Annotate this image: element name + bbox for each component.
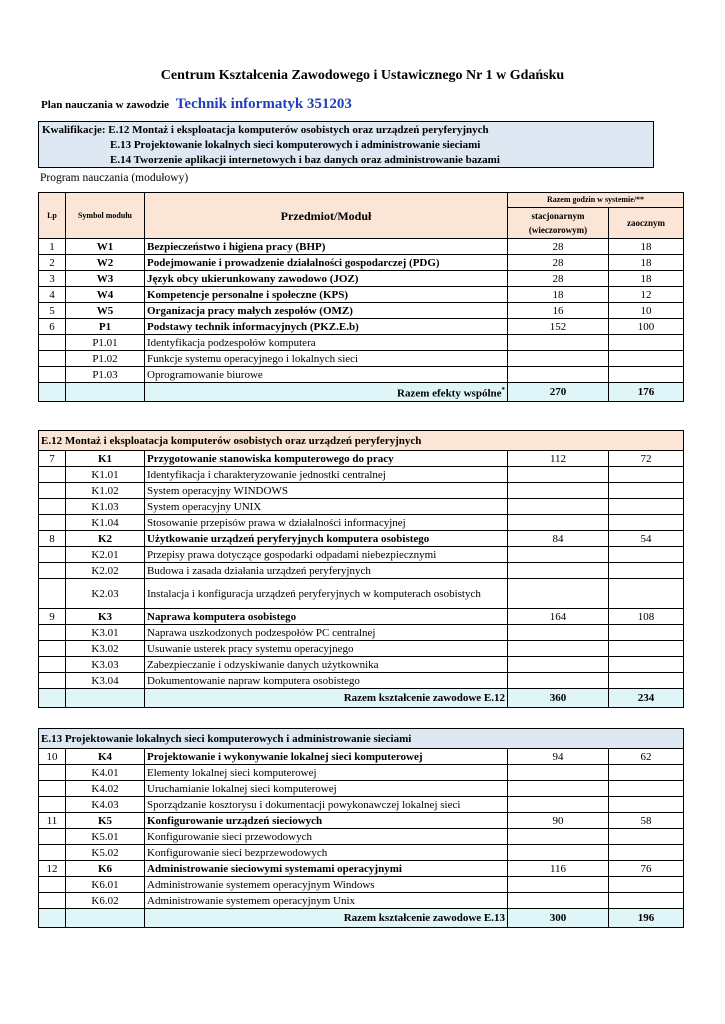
- row-symbol: K6: [66, 861, 145, 877]
- row-subject: Identyfikacja i charakteryzowanie jednostki centralnej: [145, 467, 508, 483]
- total-hours-extramural: 176: [609, 383, 684, 402]
- row-hours-stationary: [508, 515, 609, 531]
- row-lp: 5: [39, 303, 66, 319]
- table-row: [39, 749, 684, 765]
- row-lp: 4: [39, 287, 66, 303]
- row-subject: Stosowanie przepisów prawa w działalności informacyjnej: [145, 515, 508, 531]
- plan-heading: [41, 96, 352, 113]
- row-hours-extramural: 18: [609, 271, 684, 287]
- row-hours-extramural: 18: [609, 255, 684, 271]
- table-row: [39, 861, 684, 877]
- total-label-text: Razem kształcenie zawodowe E.13: [343, 912, 505, 924]
- row-hours-extramural: [609, 673, 684, 689]
- e12-section-title: E.12 Montaż i eksploatacja komputerów osobistych oraz urządzeń peryferyjnych: [39, 431, 684, 451]
- total-hours-stationary: 300: [508, 909, 609, 928]
- table-row: [39, 483, 684, 499]
- table-row: [39, 797, 684, 813]
- table-row: [39, 547, 684, 563]
- row-subject: Oprogramowanie biurowe: [145, 367, 508, 383]
- row-subject: Administrowanie systemem operacyjnym Windows: [145, 877, 508, 893]
- row-subject: Zabezpieczanie i odzyskiwanie danych użytkownika: [145, 657, 508, 673]
- row-subject: Dokumentowanie napraw komputera osobistego: [145, 673, 508, 689]
- row-hours-extramural: [609, 893, 684, 909]
- row-subject: Instalacja i konfiguracja urządzeń peryferyjnych w komputerach osobistych: [145, 579, 508, 609]
- row-hours-stationary: [508, 765, 609, 781]
- row-subject: Uruchamianie lokalnej sieci komputerowej: [145, 781, 508, 797]
- table-row: [39, 813, 684, 829]
- row-symbol: K2.02: [66, 563, 145, 579]
- row-subject: Organizacja pracy małych zespołów (OMZ): [145, 303, 508, 319]
- table-row: [39, 303, 684, 319]
- row-symbol: K2.01: [66, 547, 145, 563]
- row-hours-stationary: [508, 829, 609, 845]
- row-hours-extramural: 100: [609, 319, 684, 335]
- table-row: [39, 563, 684, 579]
- row-lp: [39, 797, 66, 813]
- row-hours-extramural: [609, 625, 684, 641]
- row-hours-stationary: [508, 563, 609, 579]
- row-hours-stationary: [508, 467, 609, 483]
- plan-label: Plan nauczania w zawodzie: [41, 99, 170, 111]
- table-row: [39, 579, 684, 609]
- row-subject: Konfigurowanie urządzeń sieciowych: [145, 813, 508, 829]
- table-row: [39, 451, 684, 467]
- table-row: [39, 335, 684, 351]
- row-symbol: W5: [66, 303, 145, 319]
- row-symbol: K5: [66, 813, 145, 829]
- table-row: [39, 673, 684, 689]
- total-hours-extramural: 196: [609, 909, 684, 928]
- row-symbol: K3: [66, 609, 145, 625]
- row-hours-stationary: [508, 499, 609, 515]
- row-hours-extramural: [609, 483, 684, 499]
- qualification-line-3: E.14 Tworzenie aplikacji internetowych i baz danych oraz administrowanie bazami: [110, 154, 500, 166]
- row-hours-extramural: [609, 367, 684, 383]
- e12-table: [38, 430, 684, 708]
- row-subject: Funkcje systemu operacyjnego i lokalnych sieci: [145, 351, 508, 367]
- row-symbol: K3.03: [66, 657, 145, 673]
- row-hours-stationary: [508, 335, 609, 351]
- e13-table: [38, 728, 684, 928]
- row-symbol: P1.02: [66, 351, 145, 367]
- table-row: [39, 499, 684, 515]
- row-hours-extramural: [609, 641, 684, 657]
- table-row: [39, 877, 684, 893]
- table-row: [39, 515, 684, 531]
- row-hours-stationary: 28: [508, 255, 609, 271]
- header-extramural: zaocznym: [609, 208, 684, 239]
- table-row: [39, 781, 684, 797]
- row-hours-extramural: 10: [609, 303, 684, 319]
- row-symbol: K5.01: [66, 829, 145, 845]
- program-label: Program nauczania (modułowy): [40, 172, 189, 184]
- total-empty: [66, 909, 145, 928]
- row-lp: [39, 829, 66, 845]
- row-lp: [39, 367, 66, 383]
- row-lp: [39, 579, 66, 609]
- table-row: [39, 657, 684, 673]
- row-hours-extramural: 18: [609, 239, 684, 255]
- row-lp: 3: [39, 271, 66, 287]
- row-lp: [39, 499, 66, 515]
- qualifications-box: [38, 121, 654, 168]
- row-symbol: P1: [66, 319, 145, 335]
- table-row: [39, 845, 684, 861]
- total-empty: [66, 689, 145, 708]
- total-empty: [39, 383, 66, 402]
- row-hours-extramural: 76: [609, 861, 684, 877]
- row-hours-stationary: [508, 797, 609, 813]
- row-lp: 1: [39, 239, 66, 255]
- table-row: [39, 893, 684, 909]
- header-subject: Przedmiot/Moduł: [145, 193, 508, 239]
- row-hours-stationary: [508, 547, 609, 563]
- row-symbol: K5.02: [66, 845, 145, 861]
- row-symbol: P1.03: [66, 367, 145, 383]
- table-row: [39, 531, 684, 547]
- row-lp: [39, 625, 66, 641]
- row-hours-stationary: [508, 351, 609, 367]
- row-hours-stationary: [508, 877, 609, 893]
- row-symbol: W2: [66, 255, 145, 271]
- row-symbol: K4.02: [66, 781, 145, 797]
- row-lp: 10: [39, 749, 66, 765]
- row-subject: Administrowanie sieciowymi systemami operacyjnymi: [145, 861, 508, 877]
- row-hours-extramural: [609, 877, 684, 893]
- row-symbol: K3.01: [66, 625, 145, 641]
- row-hours-stationary: 18: [508, 287, 609, 303]
- row-hours-stationary: 116: [508, 861, 609, 877]
- row-lp: [39, 781, 66, 797]
- row-lp: [39, 893, 66, 909]
- row-subject: Usuwanie usterek pracy systemu operacyjnego: [145, 641, 508, 657]
- row-subject: Projektowanie i wykonywanie lokalnej sieci komputerowej: [145, 749, 508, 765]
- row-subject: System operacyjny WINDOWS: [145, 483, 508, 499]
- qualification-line-2: E.13 Projektowanie lokalnych sieci komputerowych i administrowanie sieciami: [110, 139, 481, 151]
- row-symbol: K6.02: [66, 893, 145, 909]
- row-lp: [39, 765, 66, 781]
- row-symbol: K2: [66, 531, 145, 547]
- header-hours: Razem godzin w systemie/**: [508, 193, 684, 208]
- row-hours-stationary: [508, 367, 609, 383]
- row-hours-extramural: [609, 781, 684, 797]
- row-hours-extramural: [609, 845, 684, 861]
- profession-name: Technik informatyk 351203: [175, 96, 352, 112]
- row-hours-extramural: [609, 797, 684, 813]
- row-hours-stationary: 84: [508, 531, 609, 547]
- table-row: [39, 641, 684, 657]
- total-label-text: Razem efekty wspólne: [397, 387, 502, 400]
- row-symbol: K1.04: [66, 515, 145, 531]
- row-subject: Przepisy prawa dotyczące gospodarki odpadami niebezpiecznymi: [145, 547, 508, 563]
- row-hours-extramural: 12: [609, 287, 684, 303]
- row-lp: [39, 547, 66, 563]
- table-row: [39, 239, 684, 255]
- row-lp: [39, 845, 66, 861]
- row-hours-stationary: 164: [508, 609, 609, 625]
- row-subject: Identyfikacja podzespołów komputera: [145, 335, 508, 351]
- total-row: [39, 909, 684, 928]
- row-symbol: W4: [66, 287, 145, 303]
- row-hours-stationary: 152: [508, 319, 609, 335]
- row-symbol: K6.01: [66, 877, 145, 893]
- row-symbol: K4.03: [66, 797, 145, 813]
- total-label: [145, 909, 508, 928]
- row-symbol: K1.02: [66, 483, 145, 499]
- row-hours-stationary: [508, 657, 609, 673]
- table-row: [39, 625, 684, 641]
- total-empty: [39, 909, 66, 928]
- row-symbol: K4.01: [66, 765, 145, 781]
- row-symbol: K2.03: [66, 579, 145, 609]
- row-hours-extramural: [609, 467, 684, 483]
- row-subject: Sporządzanie kosztorysu i dokumentacji powykonawczej lokalnej sieci: [145, 797, 508, 813]
- row-subject: Kompetencje personalne i społeczne (KPS): [145, 287, 508, 303]
- row-subject: Naprawa komputera osobistego: [145, 609, 508, 625]
- total-empty: [66, 383, 145, 402]
- row-subject: Język obcy ukierunkowany zawodowo (JOZ): [145, 271, 508, 287]
- row-hours-extramural: 58: [609, 813, 684, 829]
- row-symbol: P1.01: [66, 335, 145, 351]
- table-row: [39, 609, 684, 625]
- total-hours-stationary: 360: [508, 689, 609, 708]
- row-hours-extramural: 108: [609, 609, 684, 625]
- row-hours-stationary: 28: [508, 271, 609, 287]
- row-subject: Przygotowanie stanowiska komputerowego do pracy: [145, 451, 508, 467]
- row-lp: [39, 657, 66, 673]
- row-lp: 9: [39, 609, 66, 625]
- row-hours-extramural: [609, 829, 684, 845]
- row-lp: [39, 563, 66, 579]
- total-hours-stationary: 270: [508, 383, 609, 402]
- row-subject: Podejmowanie i prowadzenie działalności gospodarczej (PDG): [145, 255, 508, 271]
- row-symbol: K3.04: [66, 673, 145, 689]
- row-lp: 11: [39, 813, 66, 829]
- table-row: [39, 287, 684, 303]
- header-symbol: Symbol modułu: [66, 193, 145, 239]
- row-lp: [39, 351, 66, 367]
- header-lp: Lp: [39, 193, 66, 239]
- row-subject: Podstawy technik informacyjnych (PKZ.E.b): [145, 319, 508, 335]
- table-row: [39, 255, 684, 271]
- table-row: [39, 351, 684, 367]
- row-hours-stationary: 28: [508, 239, 609, 255]
- row-hours-extramural: [609, 515, 684, 531]
- row-subject: Naprawa uszkodzonych podzespołów PC centralnej: [145, 625, 508, 641]
- row-lp: [39, 877, 66, 893]
- table-row: [39, 271, 684, 287]
- header-stationary: stacjonarnym (wieczorowym): [508, 208, 609, 239]
- row-hours-stationary: [508, 893, 609, 909]
- row-hours-stationary: [508, 781, 609, 797]
- table-row: [39, 765, 684, 781]
- table-row: [39, 367, 684, 383]
- table-row: [39, 467, 684, 483]
- row-hours-extramural: [609, 547, 684, 563]
- row-subject: System operacyjny UNIX: [145, 499, 508, 515]
- row-symbol: K4: [66, 749, 145, 765]
- total-row: [39, 383, 684, 402]
- row-lp: 6: [39, 319, 66, 335]
- row-hours-stationary: 94: [508, 749, 609, 765]
- row-hours-stationary: [508, 483, 609, 499]
- document-title: Centrum Kształcenia Zawodowego i Ustawicznego Nr 1 w Gdańsku: [160, 68, 565, 83]
- row-hours-stationary: [508, 641, 609, 657]
- row-lp: [39, 641, 66, 657]
- row-symbol: K1.01: [66, 467, 145, 483]
- row-symbol: W3: [66, 271, 145, 287]
- row-hours-extramural: [609, 657, 684, 673]
- row-subject: Elementy lokalnej sieci komputerowej: [145, 765, 508, 781]
- row-hours-extramural: [609, 499, 684, 515]
- row-hours-extramural: 72: [609, 451, 684, 467]
- table-row: [39, 319, 684, 335]
- row-hours-stationary: [508, 579, 609, 609]
- row-lp: [39, 467, 66, 483]
- e13-section-title: E.13 Projektowanie lokalnych sieci komputerowych i administrowanie sieciami: [39, 729, 684, 749]
- row-subject: Konfigurowanie sieci przewodowych: [145, 829, 508, 845]
- row-hours-extramural: [609, 351, 684, 367]
- row-subject: Konfigurowanie sieci bezprzewodowych: [145, 845, 508, 861]
- footnote-mark: *: [501, 386, 505, 395]
- row-hours-extramural: [609, 563, 684, 579]
- table-row: [39, 829, 684, 845]
- row-symbol: K1: [66, 451, 145, 467]
- total-label: [145, 383, 508, 402]
- row-symbol: W1: [66, 239, 145, 255]
- row-hours-stationary: [508, 845, 609, 861]
- row-hours-stationary: [508, 625, 609, 641]
- row-hours-stationary: [508, 673, 609, 689]
- row-lp: [39, 483, 66, 499]
- total-label: [145, 689, 508, 708]
- row-hours-extramural: 62: [609, 749, 684, 765]
- row-lp: [39, 673, 66, 689]
- row-hours-stationary: 90: [508, 813, 609, 829]
- row-subject: Administrowanie systemem operacyjnym Unix: [145, 893, 508, 909]
- row-hours-stationary: 16: [508, 303, 609, 319]
- row-hours-stationary: 112: [508, 451, 609, 467]
- row-hours-extramural: [609, 335, 684, 351]
- row-lp: 12: [39, 861, 66, 877]
- row-lp: 8: [39, 531, 66, 547]
- row-lp: 7: [39, 451, 66, 467]
- row-subject: Bezpieczeństwo i higiena pracy (BHP): [145, 239, 508, 255]
- row-symbol: K1.03: [66, 499, 145, 515]
- row-lp: [39, 335, 66, 351]
- row-hours-extramural: [609, 765, 684, 781]
- row-lp: [39, 515, 66, 531]
- total-empty: [39, 689, 66, 708]
- row-subject: Budowa i zasada działania urządzeń peryferyjnych: [145, 563, 508, 579]
- row-lp: 2: [39, 255, 66, 271]
- total-hours-extramural: 234: [609, 689, 684, 708]
- row-hours-extramural: 54: [609, 531, 684, 547]
- row-hours-extramural: [609, 579, 684, 609]
- row-symbol: K3.02: [66, 641, 145, 657]
- common-modules-table: [38, 192, 684, 402]
- qualification-line-1: Kwalifikacje: E.12 Montaż i eksploatacja komputerów osobistych oraz urządzeń peryferyjnych: [42, 124, 489, 136]
- row-subject: Użytkowanie urządzeń peryferyjnych komputera osobistego: [145, 531, 508, 547]
- total-label-text: Razem kształcenie zawodowe E.12: [343, 692, 505, 704]
- total-row: [39, 689, 684, 708]
